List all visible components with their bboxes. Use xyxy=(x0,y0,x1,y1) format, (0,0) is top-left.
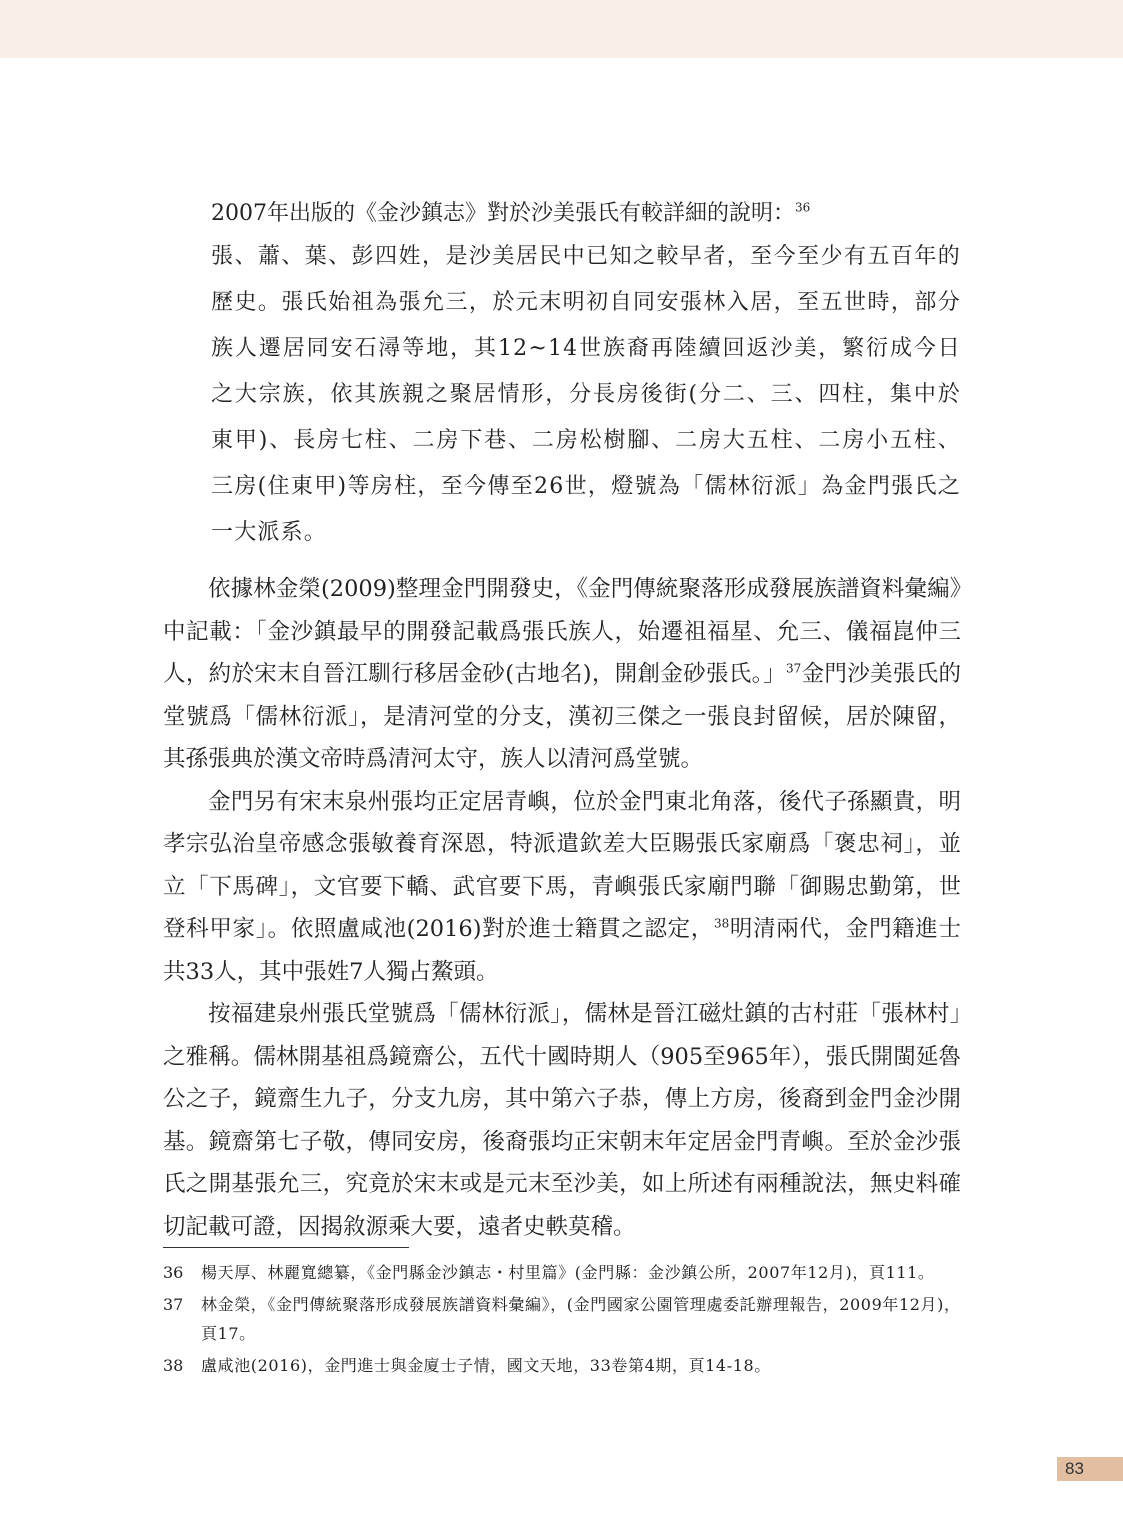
footnote-ref-38[interactable]: 38 xyxy=(713,916,730,931)
footnote-38 xyxy=(163,1351,963,1380)
footnote-text: 林金榮，《金門傳統聚落形成發展族譜資料彙編》，(金門國家公園管理處委託辦理報告，2009年12月)，頁17。 xyxy=(201,1295,961,1343)
footnote-37 xyxy=(163,1290,963,1348)
footnotes xyxy=(163,1258,963,1383)
body-text xyxy=(163,568,961,1248)
intro-line xyxy=(211,196,971,232)
paragraph-2 xyxy=(163,781,961,994)
paragraph-1-part-a: 依據林金榮(2009)整理金門開發史，《金門傳統聚落形成發展族譜資料彙編》中記載：「金沙鎮最早的開發記載爲張氏族人，始遷祖福星、允三、儀福崑仲三人，約於宋末自晉江馴行移居金砂(古地名)，開創金砂張氏。」 xyxy=(163,576,961,687)
footnote-ref-36[interactable]: 36 xyxy=(795,200,811,215)
header-band xyxy=(0,0,1123,58)
footnote-ref-37[interactable]: 37 xyxy=(785,661,802,676)
block-quote: 張、蕭、葉、彭四姓，是沙美居民中已知之較早者，至今至少有五百年的歷史。張氏始祖為張允三，於元末明初自同安張林入居，至五世時，部分族人遷居同安石潯等地，其12~14世族裔再陸續回返沙美，繁衍成今日之大宗族，依其族親之聚居情形，分長房後街(分二、三、四柱，集中於東甲)、長房七柱、二房下巷、二房松樹腳、二房大五柱、二房小五柱、三房(住東甲)等房柱，至今傳至26世，燈號為「儒林衍派」為金門張氏之一大派系。 xyxy=(211,244,961,545)
page-number: 83 xyxy=(1057,1457,1123,1481)
footnote-text: 盧咸池(2016)，金門進士與金廈士子情，國文天地，33卷第4期，頁14-18。 xyxy=(201,1356,771,1375)
footnote-number: 36 xyxy=(163,1263,184,1282)
intro-text: 2007年出版的《金沙鎮志》對於沙美張氏有較詳細的說明： xyxy=(211,201,795,226)
footnote-divider xyxy=(163,1247,409,1248)
paragraph-2-part-a: 金門另有宋末泉州張均正定居青嶼，位於金門東北角落，後代子孫顯貴，明孝宗弘治皇帝感念張敏養育深恩，特派遣欽差大臣賜張氏家廟爲「褒忠祠」，並立「下馬碑」，文官要下轎、武官要下馬，青嶼張氏家廟門聯「御賜忠勤第，世登科甲家」。依照盧咸池(2016)對於進士籍貫之認定， xyxy=(163,788,961,942)
footnote-number: 37 xyxy=(163,1295,184,1314)
paragraph-1 xyxy=(163,568,961,781)
footnote-number: 38 xyxy=(163,1356,184,1375)
paragraph-2-part-b: 明清兩代，金門籍進士共33人，其中張姓7人獨占鰲頭。 xyxy=(163,916,961,985)
footnote-text: 楊天厚、林麗寬總纂，《金門縣金沙鎮志・村里篇》(金門縣：金沙鎮公所，2007年12月)，頁111。 xyxy=(201,1263,935,1282)
paragraph-3: 按福建泉州張氏堂號爲「儒林衍派」，儒林是晉江磁灶鎮的古村莊「張林村」之雅稱。儒林開基祖爲鏡齋公，五代十國時期人（905至965年），張氏開閩延魯公之子，鏡齋生九子，分支九房，其中第六子恭，傳上方房，後裔到金門金沙開基。鏡齋第七子敬，傳同安房，後裔張均正宋朝末年定居金門青嶼。至於金沙張氏之開基張允三，究竟於宋末或是元末至沙美，如上所述有兩種說法，無史料確切記載可證，因揭敘源乘大要，遠者史軼莫稽。 xyxy=(163,1001,961,1240)
footnote-36 xyxy=(163,1258,963,1287)
paragraph-1-part-b: 金門沙美張氏的堂號爲「儒林衍派」，是清河堂的分支，漢初三傑之一張良封留候，居於陳留，其孫張典於漢文帝時爲清河太守，族人以清河爲堂號。 xyxy=(163,661,961,772)
